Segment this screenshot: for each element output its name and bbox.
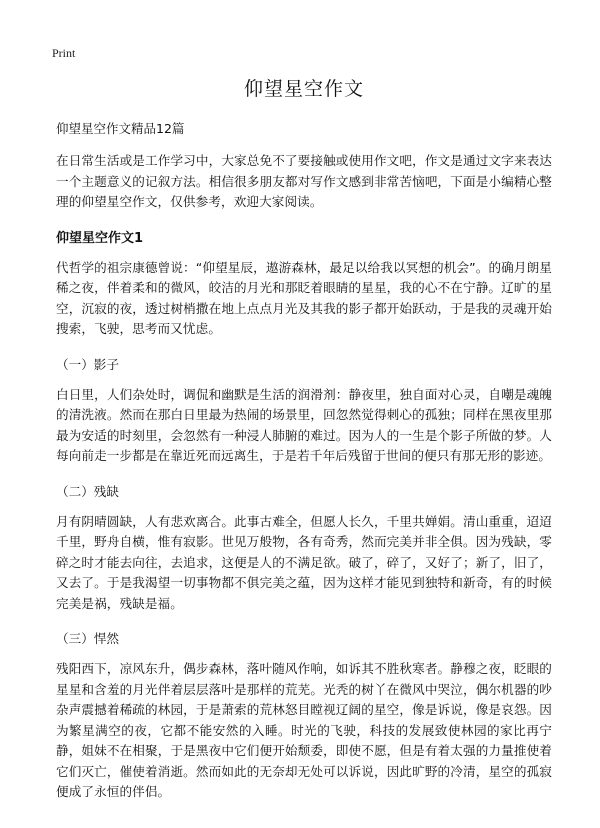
document-subtitle: 仰望星空作文精品12篇 bbox=[56, 121, 185, 136]
subsection-text-defiance: 残阳西下，凉风东升，偶步森林，落叶随风作响，如诉其不胜秋寒者。静穆之夜，眨眼的星星和含羞的月光伴着层层落叶是那样的荒芜。光秃的树丫在微风中哭泣，偶尔机器的吵杂声震撼着稀疏的林园，于是萧索的荒林怒目瞠视辽阔的星空，像是诉说，像是哀怨。因为繁星满空的夜，它都不能安然的入睡。时光的飞驶，科技的发展致使林园的家比再宁静，姐妹不在相聚，于是黑夜中它们便开始颓委，即使不愿，但是有着太强的力量推使着它们灭亡，催使着消逝。然而如此的无奈却无处可以诉说，因此旷野的冷清，星空的孤寂便成了永恒的伴侣。 bbox=[56, 661, 552, 799]
subsection-heading-shadow: （一）影子 bbox=[56, 356, 119, 372]
subsection-heading-imperfection: （二）残缺 bbox=[56, 483, 119, 499]
document-body bbox=[56, 74, 552, 817]
print-link[interactable]: Print bbox=[52, 46, 76, 60]
subsection-text-shadow: 白日里，人们杂处时，调侃和幽默是生活的润滑剂：静夜里，独自面对心灵，自嘲是魂魄的清洗液。然而在那白日里最为热闹的场景里，回忽然觉得刺心的孤独；同样在黑夜里那最为安适的时刻里，会忽然有一种浸人肺腑的难过。因为人的一生是个影子所做的梦。人每向前走一步都是在靠近死而远离生，于是若千年后残留于世间的便只有那无形的影迹。 bbox=[56, 386, 552, 463]
subsection-heading-defiance: （三）悍然 bbox=[56, 631, 119, 646]
page-title: 仰望星空作文 bbox=[243, 78, 364, 100]
intro-paragraph: 在日常生活或是工作学习中，大家总免不了要接触或使用作文吧，作文是通过文字来表达一个主题意义的记叙方法。相信很多朋友都对写作文感到非常苦恼吧，下面是小编精心整理的仰望星空作文，仅供参考，欢迎大家阅读。 bbox=[56, 153, 552, 209]
section-title: 仰望星空作文1 bbox=[56, 230, 144, 246]
subsection-text-imperfection: 月有阴晴圆缺，人有悲欢离合。此事古难全，但愿人长久，千里共婵娟。清山重重，迢迢千里，野舟自横，惟有寂影。世见万般物，各有奇秀，然而完美并非全俱。因为残缺，零碎之时才能去向往，去追求，这便是人的不满足欲。破了，碎了，又好了；新了，旧了，又去了。于是我渴望一切事物都不俱完美之蕴，因为这样才能见到独特和新奇，有的时候完美是祸，残缺是福。 bbox=[56, 513, 552, 611]
section-intro-paragraph: 代哲学的祖宗康德曾说：“仰望星辰，遨游森林，最足以给我以冥想的机会”。的确月朗星稀之夜，伴着柔和的微风，皎洁的月光和那眨着眼睛的星星，我的心不在宁静。辽旷的星空，沉寂的夜，透过树梢撒在地上点点月光及其我的影子都开始跃动，于是我的灵魂开始搜索，飞驶，思考而又忧虑。 bbox=[56, 259, 552, 336]
